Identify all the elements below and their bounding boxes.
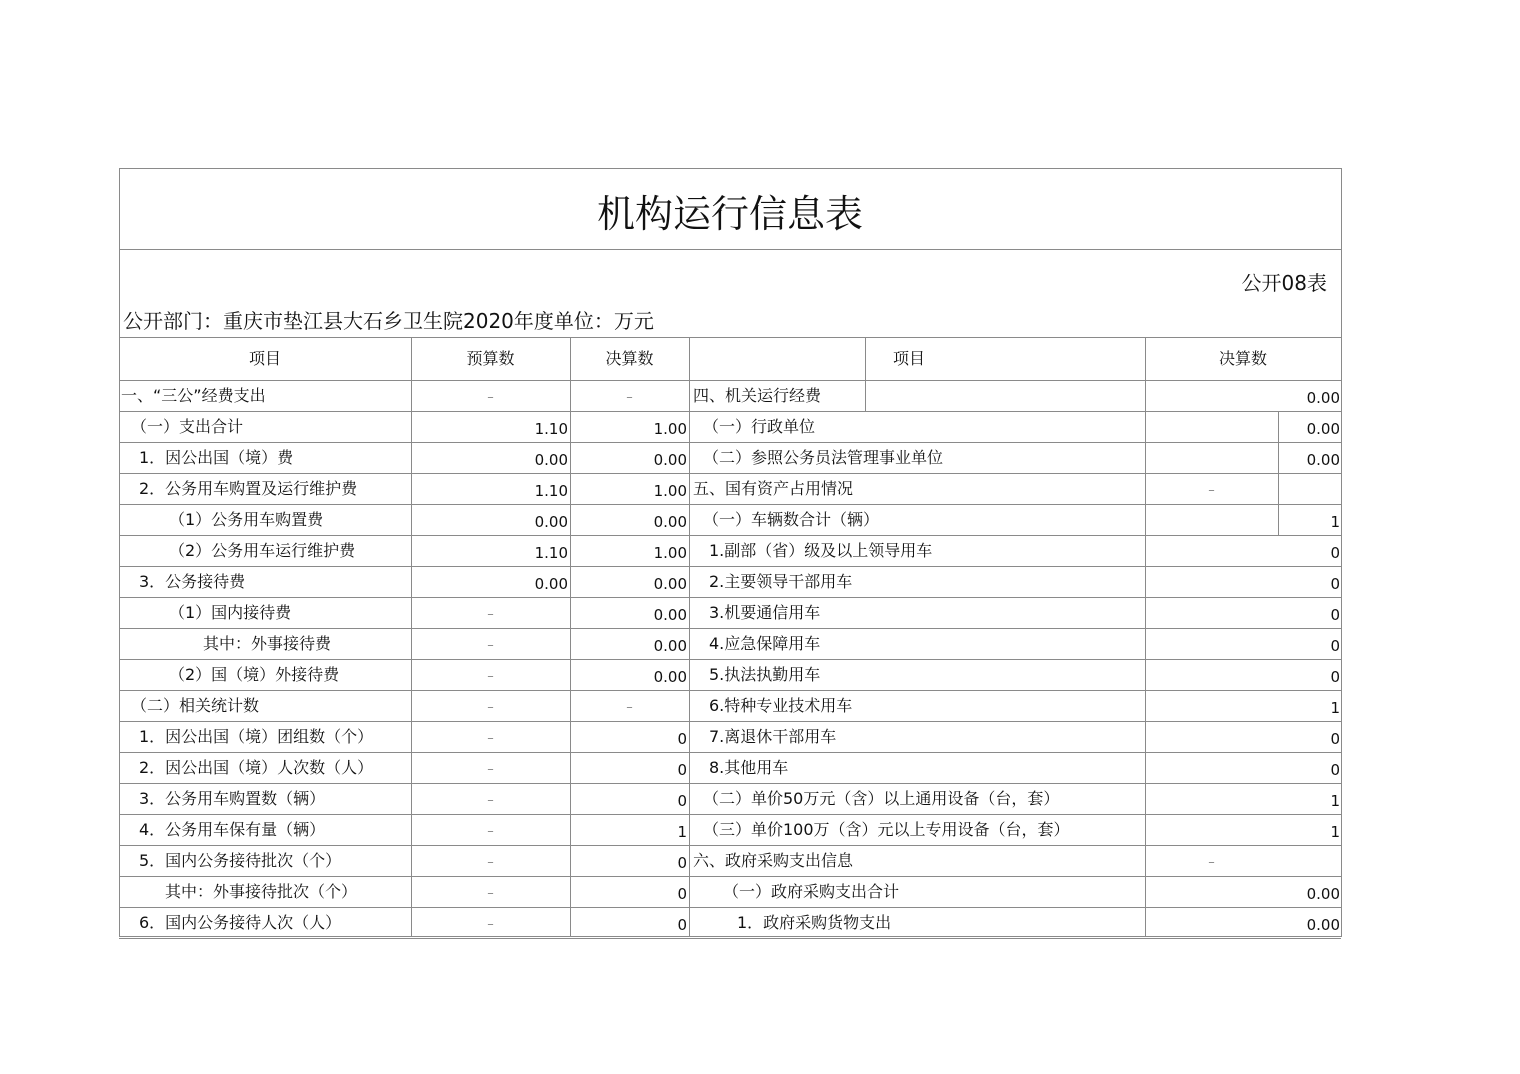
column-divider [689, 337, 690, 936]
left-row-budget: – [487, 390, 494, 405]
left-row-label: 6．国内公务接待人次（人） [139, 913, 342, 932]
left-row-final: 0 [677, 885, 687, 903]
right-row-label: 四、机关运行经费 [693, 386, 822, 405]
right-row-label: 2.主要领导干部用车 [709, 572, 853, 591]
row-divider [119, 845, 1341, 846]
right-row-value: 0.00 [1306, 420, 1340, 438]
right-row-label: （一）行政单位 [703, 417, 816, 436]
right-row-value: 1 [1330, 699, 1340, 717]
left-row-final: 0 [677, 854, 687, 872]
header-right-item: 项目 [892, 349, 925, 368]
left-row-final: 0.00 [653, 637, 687, 655]
right-row-value: 1 [1330, 513, 1340, 531]
row-divider [119, 752, 1341, 753]
left-row-final: 0.00 [653, 668, 687, 686]
left-row-label: 1．因公出国（境）费 [139, 448, 294, 467]
left-row-budget: – [487, 607, 494, 622]
left-row-budget: – [487, 762, 494, 777]
row-divider [119, 411, 1341, 412]
row-divider [119, 783, 1341, 784]
left-row-final: – [626, 390, 633, 405]
right-row-label: 六、政府采购支出信息 [693, 851, 854, 870]
right-row-label: 7.离退休干部用车 [709, 727, 837, 746]
right-row-value: 0 [1330, 730, 1340, 748]
left-row-label: 1．因公出国（境）团组数（个） [139, 727, 374, 746]
left-row-label: 其中：外事接待费 [203, 634, 332, 653]
right-row-value: 0.00 [1306, 389, 1340, 407]
left-row-label: 其中：外事接待批次（个） [165, 882, 358, 901]
left-row-label: （2）国（境）外接待费 [169, 665, 340, 684]
table-border-top [119, 168, 1341, 169]
left-row-budget: 0.00 [534, 451, 568, 469]
header-left-budget: 预算数 [466, 349, 515, 368]
left-row-budget: – [487, 638, 494, 653]
left-row-label: （二）相关统计数 [131, 696, 260, 715]
right-row-label: （二）单价50万元（含）以上通用设备（台，套） [703, 789, 1060, 808]
left-row-final: 0 [677, 761, 687, 779]
left-row-label: （1）国内接待费 [169, 603, 292, 622]
left-row-label: 5．国内公务接待批次（个） [139, 851, 342, 870]
left-row-budget: – [487, 669, 494, 684]
right-row-value: 0 [1330, 544, 1340, 562]
right-row-label: 五、国有资产占用情况 [693, 479, 854, 498]
row-divider [119, 659, 1341, 660]
right-row-label: 1.副部（省）级及以上领导用车 [709, 541, 933, 560]
right-row-value: 0.00 [1306, 916, 1340, 934]
right-row-label: （一）车辆数合计（辆） [703, 510, 880, 529]
right-row-label: （三）单价100万（含）元以上专用设备（台，套） [703, 820, 1070, 839]
left-row-budget: – [487, 793, 494, 808]
right-row-label: 4.应急保障用车 [709, 634, 821, 653]
left-row-budget: – [487, 700, 494, 715]
row-divider [119, 814, 1341, 815]
right-row-value: 1 [1330, 823, 1340, 841]
header-left-final: 决算数 [605, 349, 654, 368]
header-top-line [119, 337, 1341, 338]
row-divider [119, 628, 1341, 629]
header-right-final: 决算数 [1218, 349, 1267, 368]
left-row-label: 4．公务用车保有量（辆） [139, 820, 326, 839]
left-row-final: 0.00 [653, 513, 687, 531]
department-line: 公开部门：重庆市垫江县大石乡卫生院2020年度单位：万元 [123, 309, 654, 333]
right-row-value: 0.00 [1306, 451, 1340, 469]
right-row-value: 0 [1330, 637, 1340, 655]
right-row-value: 0 [1330, 761, 1340, 779]
row-divider [119, 938, 1341, 939]
left-row-budget: 0.00 [534, 513, 568, 531]
right-row-value: 0 [1330, 606, 1340, 624]
right-row-label: 3.机要通信用车 [709, 603, 821, 622]
left-row-final: 1 [677, 823, 687, 841]
row-divider [119, 721, 1341, 722]
row-divider [119, 473, 1341, 474]
row-divider [119, 380, 1341, 381]
row-divider [119, 690, 1341, 691]
table-title: 机构运行信息表 [596, 192, 863, 236]
right-row-label: 1．政府采购货物支出 [737, 913, 892, 932]
row-divider [119, 566, 1341, 567]
left-row-budget: – [487, 917, 494, 932]
left-row-final: 0 [677, 730, 687, 748]
left-row-final: 0 [677, 792, 687, 810]
right-row-value: – [1208, 855, 1215, 870]
table-border-right [1341, 168, 1342, 936]
left-row-budget: – [487, 886, 494, 901]
left-row-label: （一）支出合计 [131, 417, 244, 436]
row-divider [119, 504, 1341, 505]
left-row-final: 0.00 [653, 575, 687, 593]
table-border-bottom [119, 936, 1342, 937]
left-row-budget: – [487, 855, 494, 870]
column-divider [865, 337, 866, 411]
right-row-value: 0.00 [1306, 885, 1340, 903]
row-divider [119, 907, 1341, 908]
left-row-label: 2．公务用车购置及运行维护费 [139, 479, 358, 498]
left-row-budget: 1.10 [534, 482, 568, 500]
left-row-label: （2）公务用车运行维护费 [169, 541, 356, 560]
info-table [119, 168, 1341, 936]
header-left-item: 项目 [248, 349, 281, 368]
left-row-final: – [626, 700, 633, 715]
left-row-budget: 1.10 [534, 420, 568, 438]
left-row-budget: – [487, 731, 494, 746]
right-row-label: 6.特种专业技术用车 [709, 696, 853, 715]
right-row-value: 0 [1330, 575, 1340, 593]
row-divider [119, 442, 1341, 443]
title-divider [119, 249, 1341, 250]
left-row-budget: 0.00 [534, 575, 568, 593]
right-row-label: 8.其他用车 [709, 758, 789, 777]
right-row-label: （一）政府采购支出合计 [723, 882, 900, 901]
right-row-label: 5.执法执勤用车 [709, 665, 821, 684]
right-row-value: 1 [1330, 792, 1340, 810]
left-row-label: 2．因公出国（境）人次数（人） [139, 758, 374, 777]
left-row-final: 0 [677, 916, 687, 934]
left-row-label: （1）公务用车购置费 [169, 510, 324, 529]
row-divider [119, 876, 1341, 877]
right-row-label: （二）参照公务员法管理事业单位 [703, 448, 944, 467]
right-row-value: – [1208, 483, 1215, 498]
left-row-label: 3．公务接待费 [139, 572, 246, 591]
left-row-final: 1.00 [653, 420, 687, 438]
left-row-budget: – [487, 824, 494, 839]
table-number: 公开08表 [1241, 271, 1327, 295]
row-divider [119, 597, 1341, 598]
left-row-final: 0.00 [653, 451, 687, 469]
left-row-label: 3．公务用车购置数（辆） [139, 789, 326, 808]
left-row-final: 1.00 [653, 482, 687, 500]
left-row-final: 1.00 [653, 544, 687, 562]
left-row-budget: 1.10 [534, 544, 568, 562]
row-divider [119, 535, 1341, 536]
left-row-final: 0.00 [653, 606, 687, 624]
table-border-left [119, 168, 120, 936]
right-row-value: 0 [1330, 668, 1340, 686]
left-row-label: 一、“三公”经费支出 [121, 386, 266, 405]
